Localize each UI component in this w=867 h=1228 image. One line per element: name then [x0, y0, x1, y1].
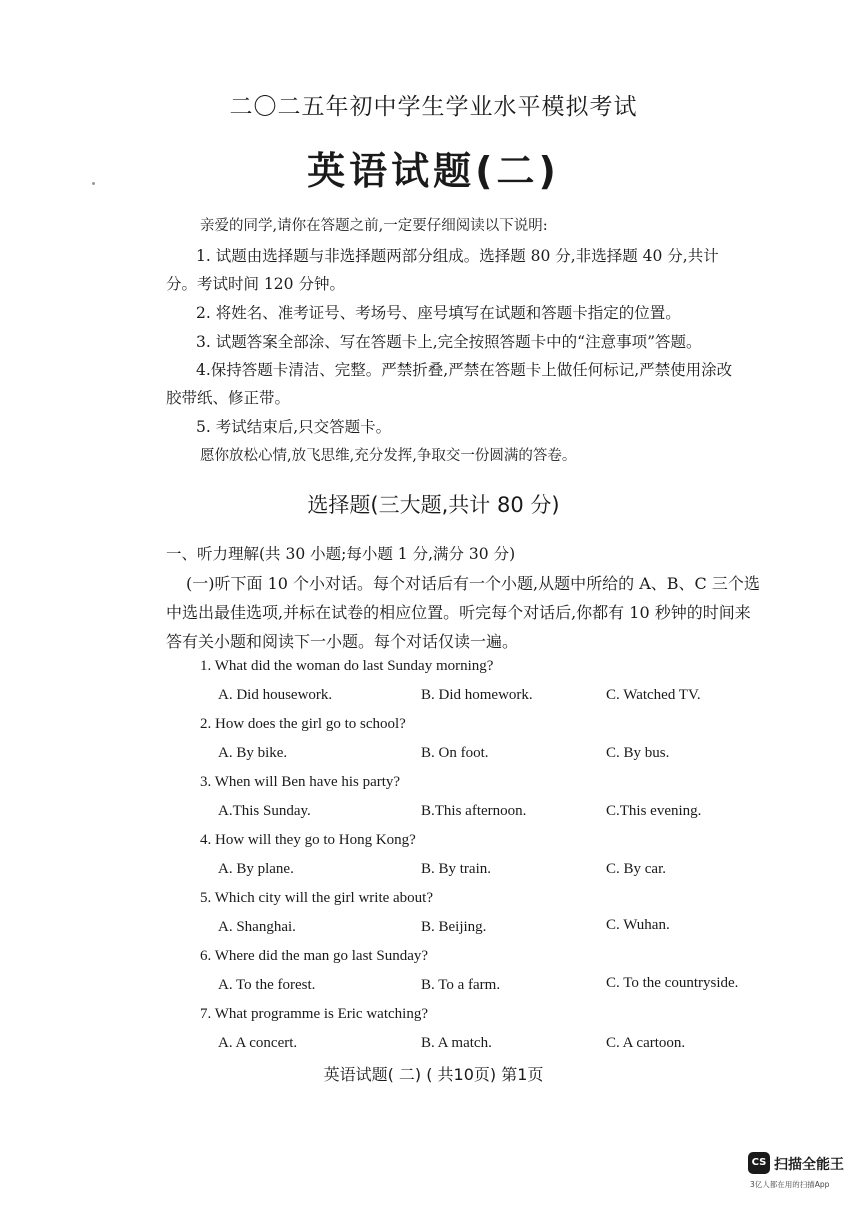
subject-title: 英语试题(二) [307, 149, 560, 193]
page-footer: 英语试题( 二) ( 共10页) 第1页 [323, 1065, 544, 1084]
exam-title: 二〇二五年初中学生学业水平模拟考试 [229, 94, 638, 120]
scanner-slogan: 3亿人都在用的扫描App [750, 1180, 830, 1189]
section-title: 选择题(三大题,共计 80 分) [307, 493, 560, 517]
question-7-option-b: B. A match. [421, 1035, 492, 1051]
question-1-option-c: C. Watched TV. [606, 687, 701, 703]
question-5-option-b: B. Beijing. [421, 919, 487, 935]
question-3: 3. When will Ben have his party? [200, 774, 401, 790]
instruction-item-4: 4.保持答题卡清洁、完整。严禁折叠,严禁在答题卡上做任何标记,严禁使用涂改 [196, 361, 733, 379]
instruction-item-3: 3. 试题答案全部涂、写在答题卡上,完全按照答题卡中的“注意事项”答题。 [196, 333, 702, 351]
question-4-option-c: C. By car. [606, 861, 666, 877]
question-7: 7. What programme is Eric watching? [200, 1006, 428, 1022]
question-4-option-b: B. By train. [421, 861, 491, 877]
question-4: 4. How will they go to Hong Kong? [200, 832, 416, 848]
directions-line-2: 中选出最佳选项,并标在试卷的相应位置。听完每个对话后,你都有 10 秒钟的时间来 [166, 603, 751, 622]
question-2-option-a: A. By bike. [218, 745, 288, 761]
question-7-option-c: C. A cartoon. [606, 1035, 686, 1051]
scanner-logo-icon: CS [748, 1152, 770, 1174]
question-4-option-a: A. By plane. [218, 861, 294, 877]
scanner-app-name: 扫描全能王 [774, 1157, 844, 1173]
question-3-option-b: B.This afternoon. [421, 803, 527, 819]
directions-line-1: (一)听下面 10 个小对话。每个对话后有一个小题,从题中所给的 A、B、C 三个选 [186, 574, 760, 593]
question-5-option-c: C. Wuhan. [606, 917, 670, 933]
instructions-greeting: 亲爱的同学,请你在答题之前,一定要仔细阅读以下说明: [200, 218, 548, 234]
instruction-item-1: 1. 试题由选择题与非选择题两部分组成。选择题 80 分,非选择题 40 分,共计 [196, 247, 719, 265]
question-2-option-c: C. By bus. [606, 745, 670, 761]
instruction-item-4-cont: 胶带纸、修正带。 [166, 389, 291, 407]
question-6-option-c: C. To the countryside. [606, 975, 739, 991]
directions-line-3: 答有关小题和阅读下一小题。每个对话仅读一遍。 [166, 632, 519, 651]
question-2-option-b: B. On foot. [421, 745, 489, 761]
question-6-option-b: B. To a farm. [421, 977, 501, 993]
question-7-option-a: A. A concert. [218, 1035, 298, 1051]
question-3-option-a: A.This Sunday. [218, 803, 311, 819]
scanner-watermark [748, 1152, 858, 1192]
question-1-option-b: B. Did homework. [421, 687, 533, 703]
part-title: 一、听力理解(共 30 小题;每小题 1 分,满分 30 分) [166, 545, 516, 563]
question-5: 5. Which city will the girl write about? [200, 890, 433, 906]
instruction-item-5: 5. 考试结束后,只交答题卡。 [196, 418, 392, 436]
question-3-option-c: C.This evening. [606, 803, 702, 819]
question-1: 1. What did the woman do last Sunday morning? [200, 658, 494, 674]
instruction-item-2: 2. 将姓名、准考证号、考场号、座号填写在试题和答题卡指定的位置。 [196, 304, 681, 322]
question-1-option-a: A. Did housework. [218, 687, 333, 703]
instructions-wish: 愿你放松心情,放飞思维,充分发挥,争取交一份圆满的答卷。 [200, 448, 577, 464]
question-6: 6. Where did the man go last Sunday? [200, 948, 429, 964]
instruction-item-1-cont: 分。考试时间 120 分钟。 [166, 275, 345, 293]
question-6-option-a: A. To the forest. [218, 977, 316, 993]
question-5-option-a: A. Shanghai. [218, 919, 296, 935]
question-2: 2. How does the girl go to school? [200, 716, 406, 732]
